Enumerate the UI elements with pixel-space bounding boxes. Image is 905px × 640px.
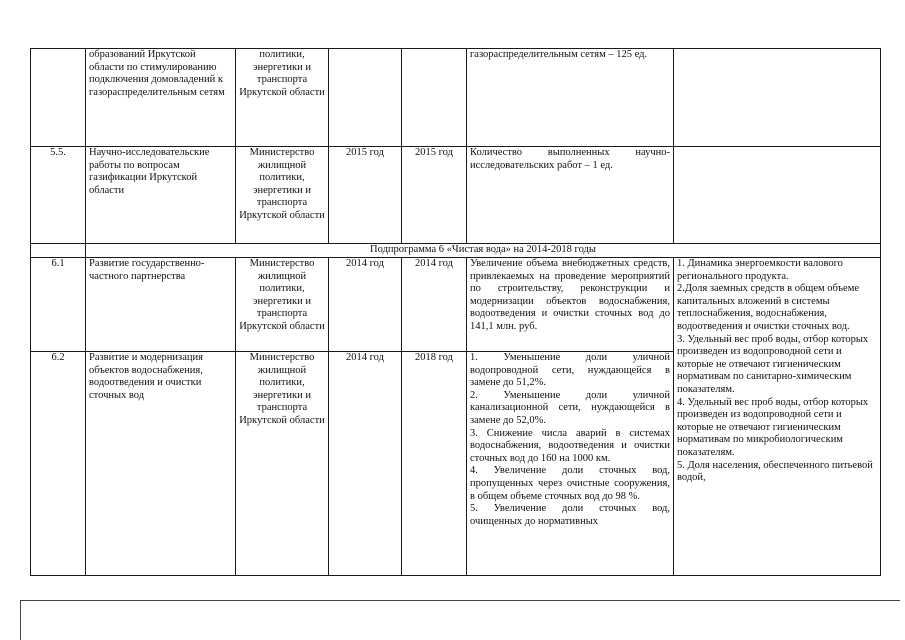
cell-num: 6.2 xyxy=(31,352,86,576)
cell-start: 2014 год xyxy=(329,352,402,576)
indicator-item: 2.Доля заемных средств в общем объеме капитальных вложений в системы теплоснабжения, водоснабжения, водоотведения и очистки сточных вод. xyxy=(677,283,860,332)
result-item: 2. Уменьшение доли уличной канализационной сети, нуждающейся в замене до 52,0%. xyxy=(470,389,670,426)
cell-end: 2015 год xyxy=(402,147,467,244)
cell-num: 5.5. xyxy=(31,147,86,244)
cell-num: 6.1 xyxy=(31,258,86,352)
cell-end: 2018 год xyxy=(402,352,467,576)
cell-result: газораспределительным сетям – 125 ед. xyxy=(467,49,674,147)
result-item: 3. Снижение числа аварий в системах водоснабжения, водоотведения и очистки сточных вод до 160 на 1000 км. xyxy=(470,427,670,464)
cell-indicators xyxy=(674,147,881,244)
table-row xyxy=(31,49,881,147)
cell-num xyxy=(31,49,86,147)
page-bottom-rule xyxy=(20,600,900,601)
cell-result: Количество выполненных научно-исследовательских работ – 1 ед. xyxy=(467,147,674,244)
cell-name: Развитие государственно-частного партнерства xyxy=(86,258,236,352)
result-item: 4. Увеличение доли сточных вод, пропущенных через очистные сооружения, в общем объеме сточных вод до 98 %. xyxy=(470,465,670,502)
cell-result: Увеличение объема внебюджетных средств, привлекаемых на проведение мероприятий по строительству, реконструкции и модернизации объектов водоснабжения, водоотведения и очистки сточных вод до 141,1 млн. руб. xyxy=(467,258,674,352)
cell-name: Развитие и модернизация объектов водоснабжения, водоотведения и очистки сточных вод xyxy=(86,352,236,576)
cell-executor: Министерство жилищной политики, энергетики и транспорта Иркутской области xyxy=(236,147,329,244)
cell-start xyxy=(329,49,402,147)
cell-end xyxy=(402,49,467,147)
table-row xyxy=(31,147,881,244)
cell-indicators xyxy=(674,49,881,147)
cell-executor: Министерство жилищной политики, энергетики и транспорта Иркутской области xyxy=(236,258,329,352)
result-item: 1. Уменьшение доли уличной водопроводной сети, нуждающейся в замене до 51,2%. xyxy=(470,352,670,389)
cell-end: 2014 год xyxy=(402,258,467,352)
result-item: 5. Увеличение доли сточных вод, очищенных до нормативных xyxy=(470,503,670,527)
table-row xyxy=(31,258,881,352)
subprogram-row xyxy=(31,244,881,258)
cell-name: образований Иркутской области по стимулированию подключения домовладений к газораспределительным сетям xyxy=(86,49,236,147)
indicator-item: 3. Удельный вес проб воды, отбор которых произведен из водопроводной сети и которые не отвечают гигиеническим нормативам по санитарно-химическим показателям. xyxy=(677,333,869,395)
indicator-item: 1. Динамика энергоемкости валового регионального продукта. xyxy=(677,258,843,282)
cell-results xyxy=(467,352,674,576)
indicator-item: 4. Удельный вес проб воды, отбор которых произведен из водопроводной сети и которые не отвечают гигиеническим нормативам по микробиологическим показателям. xyxy=(677,396,869,458)
program-measures-table xyxy=(30,48,881,576)
cell-indicators xyxy=(674,258,881,576)
cell-num xyxy=(31,244,86,258)
indicator-item: 5. Доля населения, обеспеченного питьевой водой, xyxy=(677,459,873,484)
cell-start: 2014 год xyxy=(329,258,402,352)
cell-name: Научно-исследовательские работы по вопросам газификации Иркутской области xyxy=(86,147,236,244)
cell-executor: Министерство жилищной политики, энергетики и транспорта Иркутской области xyxy=(236,352,329,576)
page-left-edge xyxy=(20,600,21,640)
subprogram-title: Подпрограмма 6 «Чистая вода» на 2014-2018 годы xyxy=(86,244,881,258)
cell-executor: политики, энергетики и транспорта Иркутской области xyxy=(236,49,329,147)
cell-start: 2015 год xyxy=(329,147,402,244)
